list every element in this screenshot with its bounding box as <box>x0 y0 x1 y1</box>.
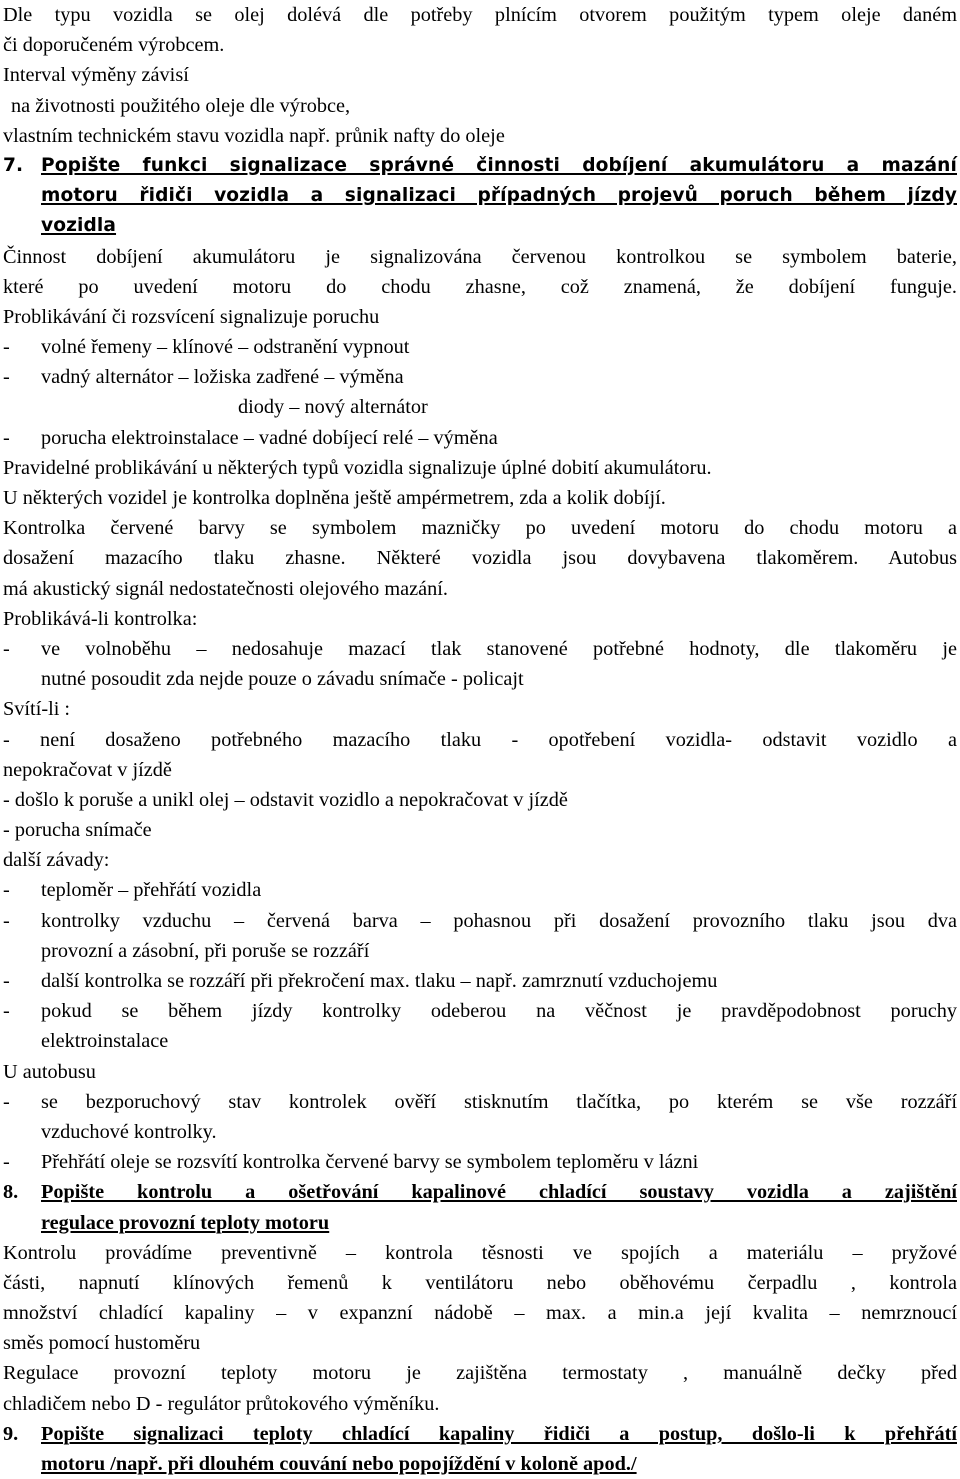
q7-paragraph-5-line-2: dosažení mazacího tlaku zhasne. Některé vozidla jsou dovybavena tlakoměrem. Autobus <box>3 547 957 570</box>
list-item-line: se bezporuchový stav kontrolek ověří stisknutím tlačítka, po kterém se vše rozzáří <box>41 1090 957 1113</box>
list-item-text: teploměr – přehřátí vozidla <box>41 879 262 902</box>
list-item-line: vzduchové kontrolky. <box>41 1120 217 1143</box>
question-9-number: 9. <box>3 1422 19 1445</box>
list-dash: - <box>3 637 10 660</box>
question-7-title-line: vozidla <box>41 215 117 237</box>
list-item <box>3 634 957 694</box>
q7-paragraph-2: Problikávání či rozsvícení signalizuje poruchu <box>3 305 380 328</box>
q7-lit-3: - porucha snímače <box>3 819 152 842</box>
list-dash: - <box>3 1000 10 1023</box>
list-item-text <box>41 1087 957 1147</box>
list-item-text <box>41 996 957 1056</box>
intro-line-5: vlastním technickém stavu vozidla např. průnik nafty do oleje <box>3 124 505 147</box>
question-9-heading <box>3 1419 957 1479</box>
question-8-title-line: regulace provozní teploty motoru <box>41 1211 330 1234</box>
q7-paragraph-6: Problikává-li kontrolka: <box>3 607 198 630</box>
list-item-line: kontrolky vzduchu – červená barva – pohasnou při dosažení provozního tlaku jsou dva <box>41 909 957 932</box>
intro-line-4: na životnosti použitého oleje dle výrobce, <box>11 94 351 117</box>
q8-paragraph-1-line-3: množství chladící kapaliny – v expanzní nádobě – max. a min.a její kvalita – nemrznoucí <box>3 1302 957 1325</box>
list-dash: - <box>3 1151 10 1174</box>
list-item <box>3 875 957 905</box>
list-item-text: porucha elektroinstalace – vadné dobíjecí relé – výměna <box>41 426 498 449</box>
q7-paragraph-8: další závady: <box>3 849 110 872</box>
question-7-title-line: motoru řidiči vozidla a signalizaci případných projevů poruch během jízdy <box>41 185 957 207</box>
q7-paragraph-3: Pravidelné problikávání u některých typů vozidla signalizuje úplné dobití akumulátoru. <box>3 456 712 479</box>
q7-paragraph-1-line-1: Činnost dobíjení akumulátoru je signalizována červenou kontrolkou se symbolem baterie, <box>3 245 957 268</box>
list-dash: - <box>3 336 10 359</box>
q7-paragraph-1-line-2: které po uvedení motoru do chodu zhasne, což znamená, že dobíjení funguje. <box>3 275 957 298</box>
intro-line-1: Dle typu vozidla se olej dolévá dle potřeby plnícím otvorem použitým typem oleje daném <box>3 4 957 26</box>
question-7-title <box>41 151 957 242</box>
list-item-line: ve volnoběhu – nedosahuje mazací tlak stanovené potřebné hodnoty, dle tlakoměru je <box>41 637 957 660</box>
list-item-line: nutné posoudit zda nejde pouze o závadu snímače - policajt <box>41 668 524 691</box>
list-item-text: další kontrolka se rozzáří při překročení max. tlaku – např. zamrznutí vzduchojemu <box>41 970 718 992</box>
list-item-text: volné řemeny – klínové – odstranění vypnout <box>41 336 410 359</box>
q8-paragraph-2-line-2: chladičem nebo D - regulátor průtokového výměníku. <box>3 1392 440 1415</box>
question-9-title-line: Popište signalizaci teploty chladící kapaliny řidiči a postup, došlo-li k přehřátí <box>41 1422 957 1445</box>
list-item-line: provozní a zásobní, při poruše se rozzáří <box>41 939 370 962</box>
question-8-number: 8. <box>3 1181 19 1204</box>
question-8-heading <box>3 1177 957 1237</box>
question-7-heading <box>3 151 957 242</box>
list-item <box>3 966 957 996</box>
list-dash: - <box>3 426 10 449</box>
q7-lit-1-line-1: - není dosaženo potřebného mazacího tlaku - opotřebení vozidla- odstavit vozidlo a <box>3 728 957 751</box>
q8-paragraph-2-line-1: Regulace provozní teploty motoru je zajištěna termostaty , manuálně dečky před <box>3 1362 957 1385</box>
q7-paragraph-4: U některých vozidel je kontrolka doplněna ještě ampérmetrem, zda a kolik dobíjí. <box>3 487 666 509</box>
list-dash: - <box>3 1090 10 1113</box>
list-item-text <box>41 906 957 966</box>
question-8-title-line: Popište kontrolu a ošetřování kapalinové chladící soustavy vozidla a zajištění <box>41 1181 957 1204</box>
list-item <box>3 1147 957 1177</box>
intro-line-2: či doporučeném výrobcem. <box>3 34 225 57</box>
list-item-text <box>41 634 957 694</box>
q7-paragraph-5-line-3: má akustický signál nedostatečnosti olejového mazání. <box>3 577 448 600</box>
question-9-title-line: motoru /např. při dlouhém couvání nebo popojíždění v koloně apod./ <box>41 1453 637 1475</box>
list-item <box>3 1087 957 1147</box>
list-item <box>3 906 957 966</box>
list-item-line: pokud se během jízdy kontrolky odeberou na věčnost je pravděpodobnost poruchy <box>41 1000 957 1023</box>
q7-lit-1-line-2: nepokračovat v jízdě <box>3 758 172 781</box>
list-item-text: vadný alternátor – ložiska zadřené – výměna <box>41 366 404 389</box>
q8-paragraph-1-line-4: směs pomocí hustoměru <box>3 1332 201 1355</box>
list-dash: - <box>3 970 10 992</box>
list-item <box>3 332 957 362</box>
q7-paragraph-7: Svítí-li : <box>3 698 71 721</box>
list-item <box>3 362 957 392</box>
list-item <box>3 423 957 453</box>
q7-paragraph-5-line-1: Kontrolka červené barvy se symbolem mazničky po uvedení motoru do chodu motoru a <box>3 517 957 540</box>
q7-lit-2: - došlo k poruše a unikl olej – odstavit vozidlo a nepokračovat v jízdě <box>3 788 568 811</box>
intro-line-3: Interval výměny závisí <box>3 64 189 87</box>
list-dash: - <box>3 879 10 902</box>
list-dash: - <box>3 909 10 932</box>
list-item <box>3 996 957 1056</box>
question-7-number: 7. <box>3 154 24 176</box>
list-item-continuation: diody – nový alternátor <box>238 396 428 419</box>
q8-paragraph-1-line-2: části, napnutí klínových řemenů k ventilátoru nebo oběhovému čerpadlu , kontrola <box>3 1271 957 1294</box>
list-item-text: Přehřátí oleje se rozsvítí kontrolka červené barvy se symbolem teploměru v lázni <box>41 1151 699 1174</box>
question-8-title <box>41 1177 957 1237</box>
list-item-line: elektroinstalace <box>41 1030 169 1053</box>
question-7-title-line: Popište funkci signalizace správné činnosti dobíjení akumulátoru a mazání <box>41 154 957 176</box>
question-9-title <box>41 1419 957 1479</box>
list-dash: - <box>3 366 10 389</box>
q8-paragraph-1-line-1: Kontrolu provádíme preventivně – kontrola těsnosti ve spojích a materiálu – pryžové <box>3 1241 957 1264</box>
q7-paragraph-9: U autobusu <box>3 1060 96 1083</box>
